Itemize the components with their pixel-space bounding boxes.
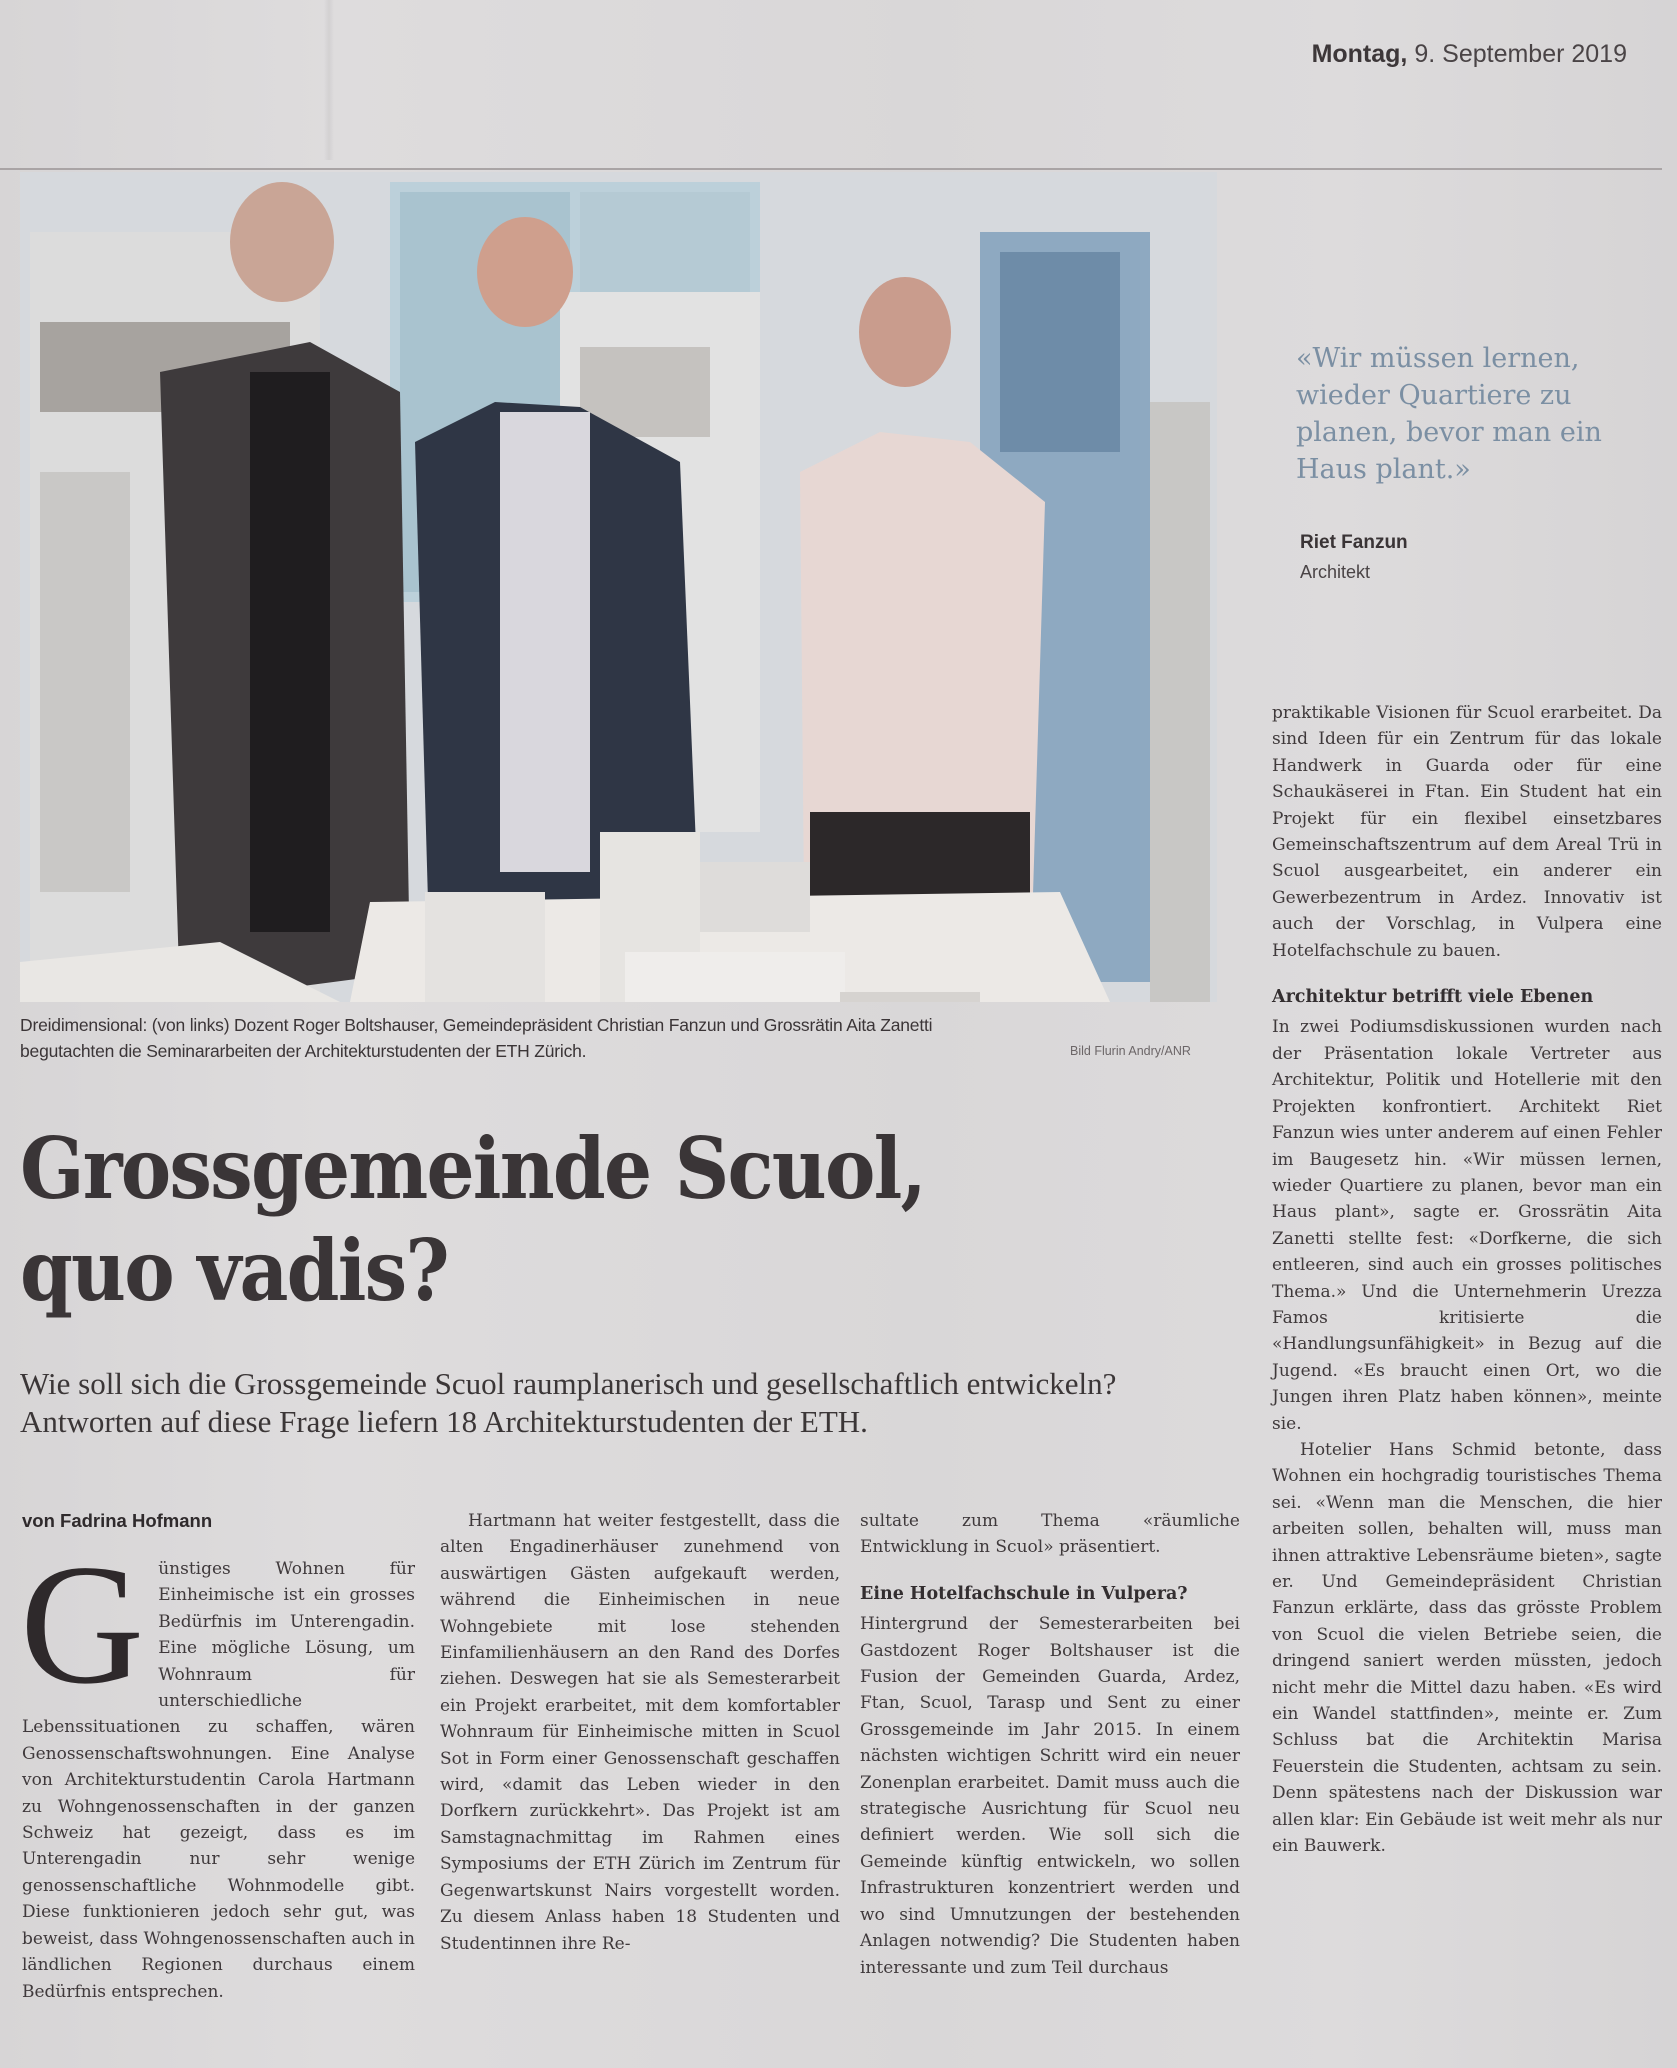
dateline-weekday: Montag, <box>1311 40 1408 68</box>
body-column-1 <box>20 1530 415 2005</box>
subheading: Architektur betrifft viele Ebenen <box>1272 987 1594 1008</box>
pull-quote-role: Architekt <box>1300 562 1371 582</box>
caption-line-1: Dreidimensional: (von links) Dozent Roger Boltshauser, Gemeindepräsident Christian Fanzun und Grossrätin Aita Zanetti <box>20 1015 933 1035</box>
pull-quote-name: Riet Fanzun <box>1300 532 1408 553</box>
photo-illustration <box>20 172 1217 1002</box>
dateline <box>1312 40 1627 69</box>
caption-line-2: begutachten die Seminararbeiten der Architekturstudenten der ETH Zürich. <box>20 1041 587 1061</box>
body-paragraph: Hartmann hat weiter festgestellt, dass die alten Engadinerhäuser zunehmend von auswärtigen Gästen aufgekauft werden, während die Einheimischen in neue Wohngebiete mit lose stehenden Einfamilienhäusern an den Rand des Dorfes ziehen. Deswegen hat sie als Semesterarbeit ein Projekt erarbeitet, mit dem komfortabler Wohnraum für Einheimische mitten in Scuol Sot in Form einer Genossenschaft geschaffen wird, «damit das Leben wieder in den Dorfkern zurückkehrt». Das Projekt ist am Samstagnachmittag im Rahmen eines Symposiums der ETH Zürich im Zentrum für Gegenwartskunst Nairs vorgestellt worden. Zu diesem Anlass haben 18 Studenten und Studentinnen ihre Re- <box>440 1511 840 1954</box>
paper-fold <box>324 0 334 160</box>
body-column-4 <box>1272 700 1662 1859</box>
byline: von Fadrina Hofmann <box>22 1510 213 1531</box>
body-paragraph: praktikable Visionen für Scuol erarbeitet. Da sind Ideen für ein Zentrum für das lokale Handwerk in Guarda oder für eine Schaukäserei in Ftan. Ein Student hat ein Projekt für ein flexibel einsetzbares Gemeinschaftszentrum auf dem Areal Trü in Scuol ausgearbeitet, ein anderer ein Gewerbezentrum in Ardez. Innovativ ist auch der Vorschlag, in Vulpera eine Hotelfachschule zu bauen. <box>1272 703 1662 961</box>
body-column-3 <box>860 1508 1240 1981</box>
pull-quote: «Wir müssen lernen, wieder Quartiere zu planen, bevor man ein Haus plant.» <box>1296 343 1602 485</box>
article-photo <box>20 172 1217 1002</box>
photo-caption <box>20 1012 1217 1064</box>
body-paragraph: Hotelier Hans Schmid betonte, dass Wohnen ein hochgradig touristisches Thema sei. «Wenn man die Menschen, die hier arbeiten sollen, behalten will, muss man ihnen attraktive Lebensräume bieten», sagte er. Und Gemeindepräsident Christian Fanzun erklärte, dass das grösste Problem von Scuol die vielen Betriebe seien, die dringend saniert werden müssten, jedoch nicht mehr die Mittel dazu haben. «Es wird ein Wandel stattfinden», meinte er. Zum Schluss bat die Architektin Marisa Feuerstein die Studenten, achtsam zu sein. Denn spätestens nach der Diskussion war allen klar: Ein Gebäude ist weit mehr als nur ein Bauwerk. <box>1272 1439 1662 1857</box>
body-paragraph: Hintergrund der Semesterarbeiten bei Gastdozent Roger Boltshauser ist die Fusion der Gemeinden Guarda, Ardez, Ftan, Scuol, Tarasp und Sent zu einer Grossgemeinde im Jahr 2015. In einem nächsten wichtigen Schritt wird ein neuer Zonenplan erarbeitet. Damit muss auch die strategische Ausrichtung für Scuol neu definiert werden. Wie soll sich die Gemeinde künftig entwickeln, wo sollen Infrastrukturen konzentriert werden und wo sind Umnutzungen der bestehenden Anlagen notwendig? Die Studenten haben interessante und zum Teil durchaus <box>860 1614 1240 1978</box>
top-rule <box>0 168 1662 170</box>
body-column-2 <box>440 1508 840 1957</box>
headline <box>20 1118 1118 1322</box>
paragraph-text: ünstiges Wohnen für Einheimische ist ein grosses Bedürfnis im Unterengadin. Eine mögliche Lösung, um Wohnraum für unterschiedliche Lebenssituationen zu schaffen, wären Genossenschaftswohnungen. Eine Analyse von Architekturstudentin Carola Hartmann zu Wohngenossenschaften in der ganzen Schweiz hat gezeigt, dass es im Unterengadin nur sehr wenige genossenschaftliche Wohnmodelle gibt. Diese funktionieren jedoch sehr gut, was beweist, dass Wohngenossenschaften auch in ländlichen Regionen durchaus einem Bedürfnis entsprechen. <box>22 1559 415 2002</box>
body-paragraph: In zwei Podiumsdiskussionen wurden nach der Präsentation lokale Vertreter aus Architektur, Politik und Hotellerie mit den Projekten konfrontiert. Architekt Riet Fanzun wies unter anderem auf einen Fehler im Baugesetz hin. «Wir müssen lernen, wieder Quartiere zu planen, bevor man ein Haus plant», sagte er. Grossrätin Aita Zanetti stellte fest: «Dorfkerne, die sich entleeren, sind auch ein grosses politisches Thema.» Und die Unternehmerin Urezza Famos kritisierte die «Handlungsunfähigkeit» in Bezug auf die Jugend. «Es braucht einen Ort, wo die Jungen ihren Platz haben können», meinte sie. <box>1272 1017 1662 1434</box>
subheading: Eine Hotelfachschule in Vulpera? <box>860 1583 1188 1604</box>
lead-paragraph: Wie soll sich die Grossgemeinde Scuol raumplanerisch und gesellschaftlich entwickeln? Antworten auf diese Frage liefern 18 Architekturstudenten der ETH. <box>20 1366 1117 1439</box>
headline-line-1: Grossgemeinde Scuol, <box>20 1119 926 1218</box>
drop-cap: G <box>20 1530 145 1720</box>
photo-credit: Bild Flurin Andry/ANR <box>1070 1044 1191 1058</box>
body-paragraph: sultate zum Thema «räumliche Entwicklung in Scuol» präsentiert. <box>860 1511 1240 1558</box>
headline-line-2: quo vadis? <box>20 1221 448 1320</box>
body-paragraph <box>20 1530 415 2005</box>
dateline-date: 9. September 2019 <box>1414 40 1627 68</box>
